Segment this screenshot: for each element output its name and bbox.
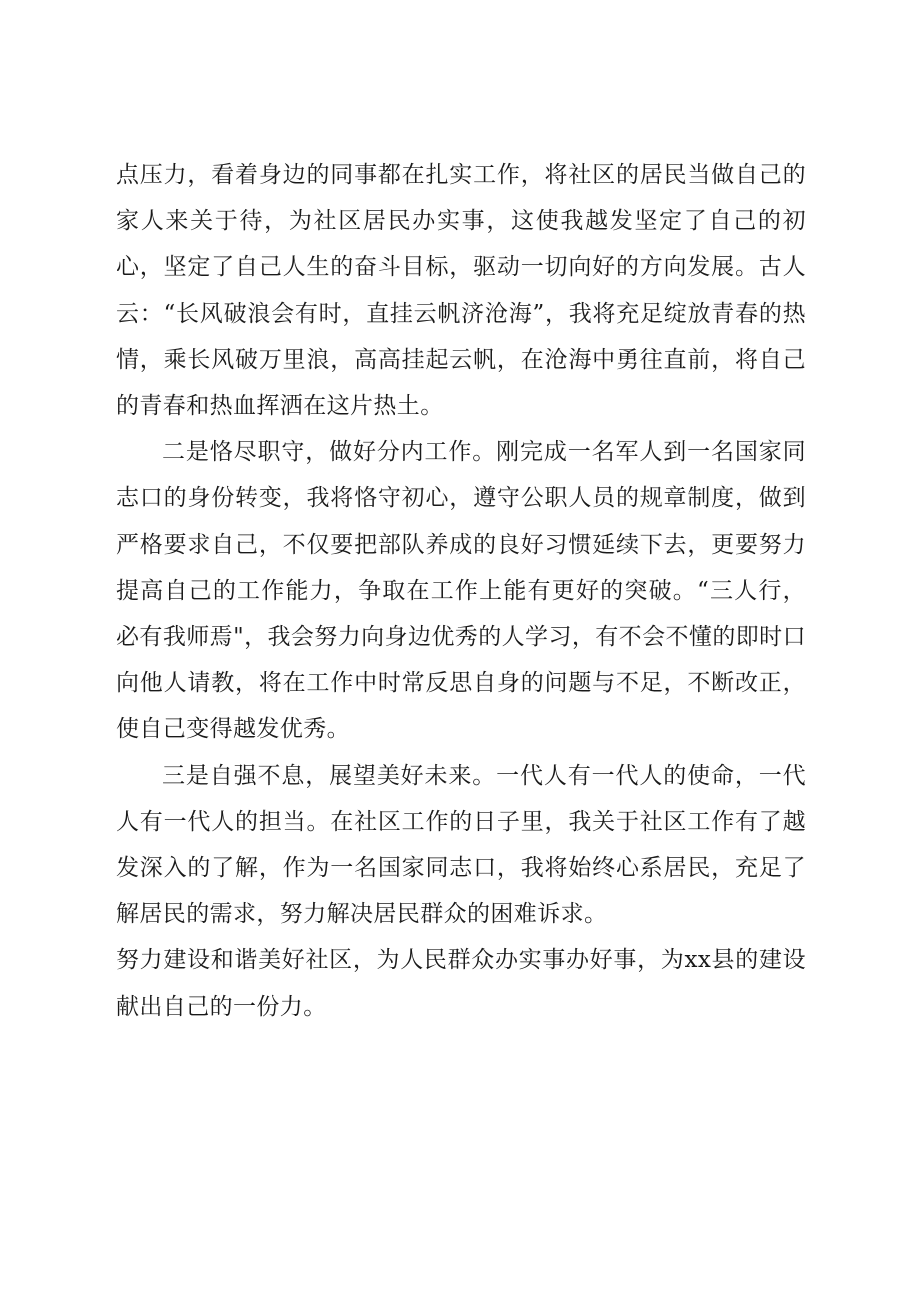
paragraph-4: 努力建设和谐美好社区，为人民群众办实事办好事，为xx县的建设献出自己的一份力。 [116, 947, 806, 1020]
paragraph-2: 二是恪尽职守，做好分内工作。刚完成一名军人到一名国家同志口的身份转变，我将恪守初心，遵守公职人员的规章制度，做到严格要求自己，不仅要把部队养成的良好习惯延续下去，更要努力提高自己的工作能力，争取在工作上能有更好的突破。“三人行，必有我师焉"，我会努力向身边优秀的人学习，有不会不懂的即时口向他人请教，将在工作中时常反思自身的问题与不足，不断改正，使自己变得越发优秀。 [116, 439, 806, 743]
paragraph-1: 点压力，看着身边的同事都在扎实工作，将社区的居民当做自己的家人来关于待，为社区居民办实事，这使我越发坚定了自己的初心，坚定了自己人生的奋斗目标，驱动一切向好的方向发展。古人云：“长风破浪会有时，直挂云帆济沧海”，我将充足绽放青春的热情，乘长风破万里浪，高高挂起云帆，在沧海中勇往直前，将自己的青春和热血挥洒在这片热土。 [116, 162, 806, 420]
document-body [116, 152, 806, 1030]
paragraph-3: 三是自强不息，展望美好未来。一代人有一代人的使命，一代人有一代人的担当。在社区工作的日子里，我关于社区工作有了越发深入的了解，作为一名国家同志口，我将始终心系居民，充足了解居民的需求，努力解决居民群众的困难诉求。 [116, 762, 806, 928]
